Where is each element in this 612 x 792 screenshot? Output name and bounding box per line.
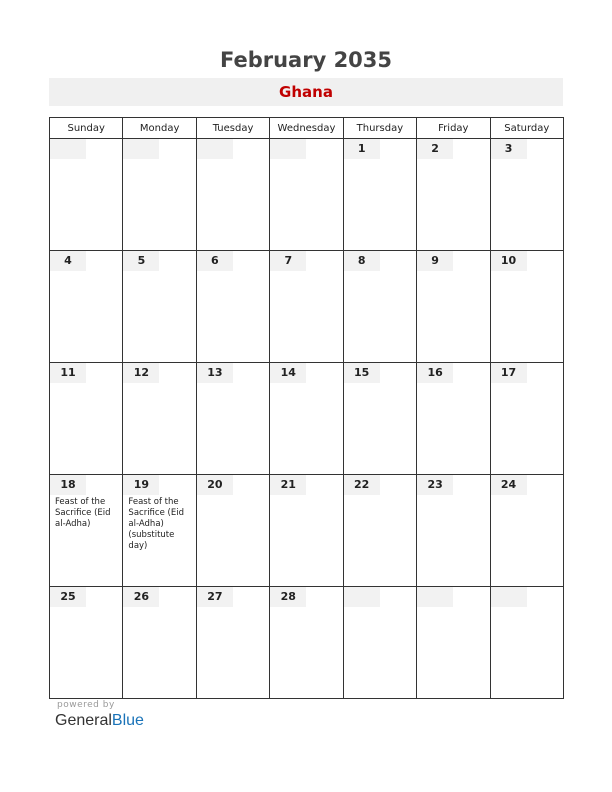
calendar-body [50, 139, 564, 699]
calendar-day-cell [123, 363, 196, 475]
brand-logo[interactable] [55, 712, 144, 730]
day-number [270, 139, 306, 159]
day-number: 28 [270, 587, 306, 607]
day-number: 6 [197, 251, 233, 271]
weekday-header-tuesday: Tuesday [196, 118, 269, 139]
calendar-day-cell [270, 251, 343, 363]
weekday-header-saturday: Saturday [490, 118, 563, 139]
calendar-day-cell [196, 139, 269, 251]
weekday-header-friday: Friday [417, 118, 490, 139]
calendar-day-cell [490, 139, 563, 251]
day-number: 5 [123, 251, 159, 271]
calendar-day-cell [270, 475, 343, 587]
calendar-day-cell [270, 587, 343, 699]
day-number: 17 [491, 363, 527, 383]
calendar-day-cell [343, 139, 416, 251]
weekday-header-thursday: Thursday [343, 118, 416, 139]
calendar-week-row [50, 363, 564, 475]
page-title: February 2035 [219, 48, 393, 72]
calendar-day-cell [343, 587, 416, 699]
brand-blue-text: Blue [111, 712, 144, 729]
calendar-day-cell [417, 475, 490, 587]
calendar-day-cell [50, 363, 123, 475]
brand-general-text: General [55, 712, 112, 729]
day-number: 27 [197, 587, 233, 607]
calendar-day-cell [50, 587, 123, 699]
day-number [491, 587, 527, 607]
holiday-label: Feast of the Sacrifice (Eid al-Adha) [55, 497, 111, 529]
calendar-day-cell [270, 139, 343, 251]
calendar-day-cell [50, 475, 123, 587]
day-number: 4 [50, 251, 86, 271]
day-number [50, 139, 86, 159]
day-number: 2 [417, 139, 453, 159]
calendar-day-cell [270, 363, 343, 475]
day-number [197, 139, 233, 159]
calendar-day-cell [343, 475, 416, 587]
weekday-header-wednesday: Wednesday [270, 118, 343, 139]
calendar-day-cell [123, 139, 196, 251]
calendar-day-cell [417, 363, 490, 475]
calendar-day-cell [50, 251, 123, 363]
calendar-day-cell [490, 587, 563, 699]
calendar-day-cell [196, 587, 269, 699]
country-label: Ghana [49, 78, 563, 106]
calendar-day-cell [123, 587, 196, 699]
weekday-header-monday: Monday [123, 118, 196, 139]
calendar-grid [49, 117, 564, 699]
calendar-day-cell [417, 139, 490, 251]
day-number: 18 [50, 475, 86, 495]
day-number: 3 [491, 139, 527, 159]
holiday-label: Feast of the Sacrifice (Eid al-Adha) (substitute day) [128, 497, 184, 551]
day-number: 15 [344, 363, 380, 383]
day-number: 12 [123, 363, 159, 383]
calendar-day-cell [123, 251, 196, 363]
day-number: 22 [344, 475, 380, 495]
day-number [417, 587, 453, 607]
day-number [344, 587, 380, 607]
day-number: 24 [491, 475, 527, 495]
calendar-day-cell [343, 251, 416, 363]
calendar-day-cell [343, 363, 416, 475]
calendar-week-row [50, 251, 564, 363]
powered-by-label: powered by [57, 700, 115, 710]
calendar-week-row [50, 587, 564, 699]
day-number: 10 [491, 251, 527, 271]
day-number: 9 [417, 251, 453, 271]
calendar-day-cell [196, 363, 269, 475]
calendar-week-row [50, 139, 564, 251]
day-number: 8 [344, 251, 380, 271]
day-number: 1 [344, 139, 380, 159]
calendar-day-cell [417, 251, 490, 363]
day-number: 26 [123, 587, 159, 607]
calendar-day-cell [490, 251, 563, 363]
day-number: 20 [197, 475, 233, 495]
calendar-day-cell [490, 363, 563, 475]
day-number: 14 [270, 363, 306, 383]
day-number: 25 [50, 587, 86, 607]
weekday-header-row [50, 118, 564, 139]
day-number: 13 [197, 363, 233, 383]
calendar-day-cell [196, 251, 269, 363]
calendar-day-cell [196, 475, 269, 587]
day-number [123, 139, 159, 159]
calendar-day-cell [50, 139, 123, 251]
day-number: 11 [50, 363, 86, 383]
calendar-day-cell [417, 587, 490, 699]
weekday-header-sunday: Sunday [50, 118, 123, 139]
calendar-day-cell [123, 475, 196, 587]
day-number: 21 [270, 475, 306, 495]
day-number: 23 [417, 475, 453, 495]
calendar-week-row [50, 475, 564, 587]
calendar-day-cell [490, 475, 563, 587]
day-number: 19 [123, 475, 159, 495]
day-number: 16 [417, 363, 453, 383]
day-number: 7 [270, 251, 306, 271]
